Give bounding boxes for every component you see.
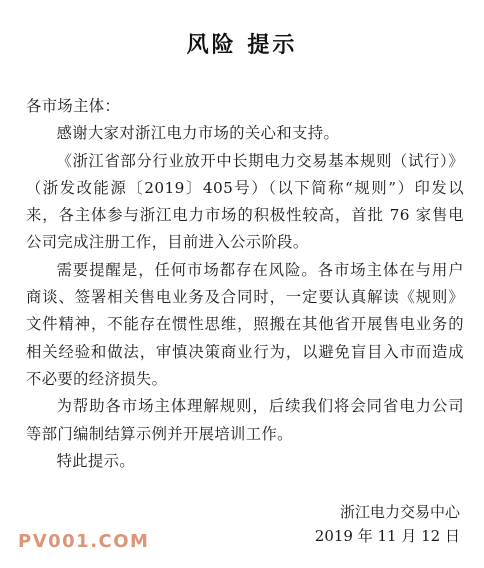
paragraph-rules-intro: 《浙江省部分行业放开中长期电力交易基本规则（试行）》（浙发改能源〔2019〕405号）（以下简称“规则”）印发以来，各主体参与浙江电力市场的积极性较高，首批 76 家售电公司完成注册工作，目前进入公示阶段。 <box>26 151 464 252</box>
paragraph-training: 为帮助各市场主体理解规则，后续我们将会同省电力公司等部门编制结算示例并开展培训工作。 <box>26 397 464 443</box>
paragraph-risk-warning: 需要提醒是，任何市场都存在风险。各市场主体在与用户商谈、签署相关售电业务及合同时，一定要认真解读《规则》文件精神，不能存在惯性思维，照搬在其他省开展售电业务的相关经验和做法，审慎决策商业行为，以避免盲目入市而造成不必要的经济损失。 <box>26 260 464 388</box>
salutation: 各市场主体： <box>26 97 121 115</box>
watermark-logo: PV001.COM <box>18 531 150 552</box>
paragraph-closing: 特此提示。 <box>56 451 136 470</box>
signature-organization: 浙江电力交易中心 <box>339 503 460 521</box>
signature-date: 2019 年 11 月 12 日 <box>314 527 460 545</box>
signature-block <box>314 503 460 551</box>
document-body <box>26 93 464 475</box>
paragraph-thanks: 感谢大家对浙江电力市场的关心和支持。 <box>56 124 340 143</box>
document-title: 风险 提示 <box>186 33 298 58</box>
